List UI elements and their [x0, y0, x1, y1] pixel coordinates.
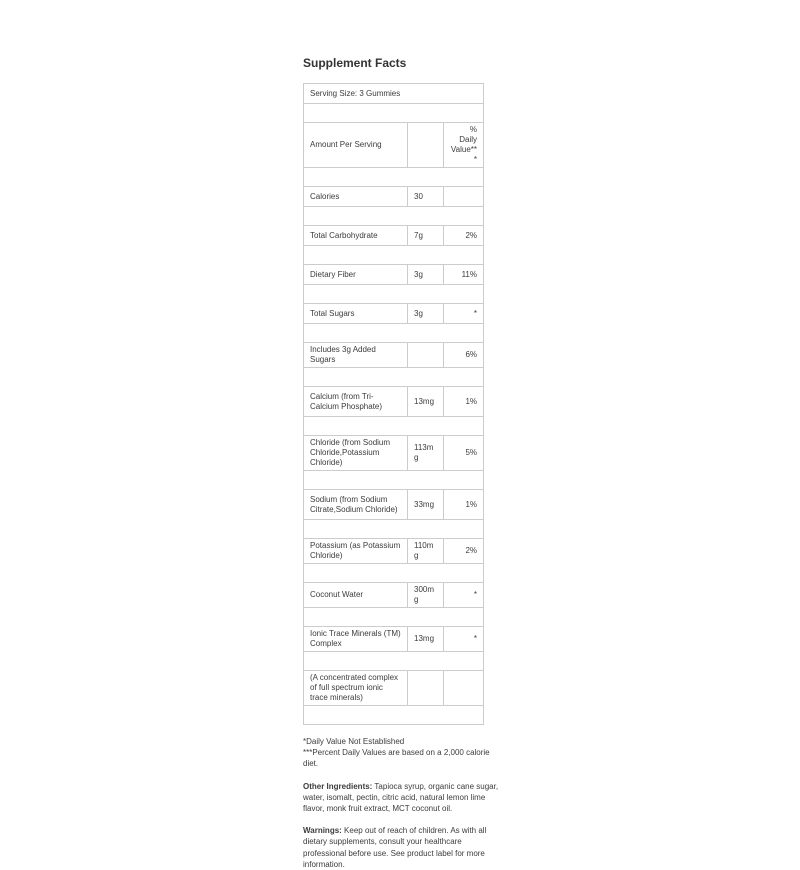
footnote-dv-not-established: *Daily Value Not Established	[303, 737, 405, 746]
nutrient-name: Total Carbohydrate	[304, 226, 408, 246]
spacer-row	[304, 706, 484, 725]
nutrient-dv: 2%	[444, 226, 484, 246]
spacer-row	[304, 652, 484, 671]
spacer-row	[304, 417, 484, 436]
nutrient-dv: 1%	[444, 387, 484, 417]
other-ingredients-text: Tapioca syrup, organic cane sugar, water, isomalt, pectin, citric acid, natural lemon lime flavor, monk fruit extract, MCT coconut oil.	[303, 781, 499, 813]
nutrient-amount	[408, 343, 444, 368]
spacer-row	[304, 285, 484, 304]
amount-per-serving-header: Amount Per Serving	[304, 123, 408, 168]
nutrient-dv: 2%	[444, 539, 484, 564]
table-row-sodium	[304, 490, 484, 520]
footnotes	[303, 736, 499, 870]
section-title: Supplement Facts	[303, 56, 407, 70]
table-row-calories	[304, 187, 484, 207]
nutrient-amount: 33mg	[408, 490, 444, 520]
nutrient-amount: 13mg	[408, 387, 444, 417]
spacer-row	[304, 608, 484, 627]
nutrient-amount: 30	[408, 187, 444, 207]
nutrient-amount: 13mg	[408, 627, 444, 652]
spacer-row	[304, 168, 484, 187]
nutrient-name: Sodium (from Sodium Citrate,Sodium Chloride)	[304, 490, 408, 520]
nutrient-name: Calcium (from Tri-Calcium Phosphate)	[304, 387, 408, 417]
table-row-total-sugars	[304, 304, 484, 324]
nutrient-name: Dietary Fiber	[304, 265, 408, 285]
serving-size-row	[304, 84, 484, 104]
spacer-row	[304, 324, 484, 343]
table-row-coconut-water	[304, 583, 484, 608]
serving-size-text: Serving Size: 3 Gummies	[304, 84, 484, 104]
nutrient-amount: 300mg	[408, 583, 444, 608]
table-row-dietary-fiber	[304, 265, 484, 285]
table-row-total-carbohydrate	[304, 226, 484, 246]
nutrient-amount: 113mg	[408, 436, 444, 471]
nutrient-dv	[444, 671, 484, 706]
spacer-row	[304, 520, 484, 539]
other-ingredients-label: Other Ingredients:	[303, 781, 373, 791]
nutrient-name: Calories	[304, 187, 408, 207]
nutrient-name: Chloride (from Sodium Chloride,Potassium Chloride)	[304, 436, 408, 471]
footnote-percent-dv-basis: ***Percent Daily Values are based on a 2,000 calorie diet.	[303, 748, 490, 769]
supplement-facts-section	[303, 56, 503, 870]
nutrient-dv: *	[444, 304, 484, 324]
table-row-potassium	[304, 539, 484, 564]
nutrient-name: Includes 3g Added Sugars	[304, 343, 408, 368]
table-row-chloride	[304, 436, 484, 471]
nutrient-dv: 5%	[444, 436, 484, 471]
nutrient-amount: 7g	[408, 226, 444, 246]
nutrient-name: Coconut Water	[304, 583, 408, 608]
nutrient-amount: 3g	[408, 265, 444, 285]
nutrient-dv: *	[444, 583, 484, 608]
spacer-row	[304, 564, 484, 583]
nutrient-amount	[408, 671, 444, 706]
spacer-row	[304, 246, 484, 265]
nutrient-name: Potassium (as Potassium Chloride)	[304, 539, 408, 564]
other-ingredients-paragraph	[303, 781, 499, 815]
table-row-ionic-trace-minerals	[304, 627, 484, 652]
nutrient-dv: *	[444, 627, 484, 652]
nutrient-dv: 6%	[444, 343, 484, 368]
table-row-calcium	[304, 387, 484, 417]
nutrient-amount: 110mg	[408, 539, 444, 564]
nutrient-dv: 11%	[444, 265, 484, 285]
amount-column-header	[408, 123, 444, 168]
warnings-paragraph	[303, 825, 499, 870]
nutrient-name: (A concentrated complex of full spectrum ionic trace minerals)	[304, 671, 408, 706]
spacer-row	[304, 104, 484, 123]
spacer-row	[304, 471, 484, 490]
nutrient-amount: 3g	[408, 304, 444, 324]
nutrient-dv	[444, 187, 484, 207]
warnings-label: Warnings:	[303, 826, 342, 836]
table-row-added-sugars	[304, 343, 484, 368]
spacer-row	[304, 368, 484, 387]
table-header-row	[304, 123, 484, 168]
nutrient-dv: 1%	[444, 490, 484, 520]
daily-value-header: % Daily Value***	[444, 123, 484, 168]
nutrient-name: Total Sugars	[304, 304, 408, 324]
warnings-text: Keep out of reach of children. As with all dietary supplements, consult your healthcare professional before use. See product label for more information.	[303, 826, 487, 869]
spacer-row	[304, 207, 484, 226]
table-row-trace-minerals-note	[304, 671, 484, 706]
nutrient-name: Ionic Trace Minerals (TM) Complex	[304, 627, 408, 652]
supplement-facts-table	[303, 83, 484, 725]
